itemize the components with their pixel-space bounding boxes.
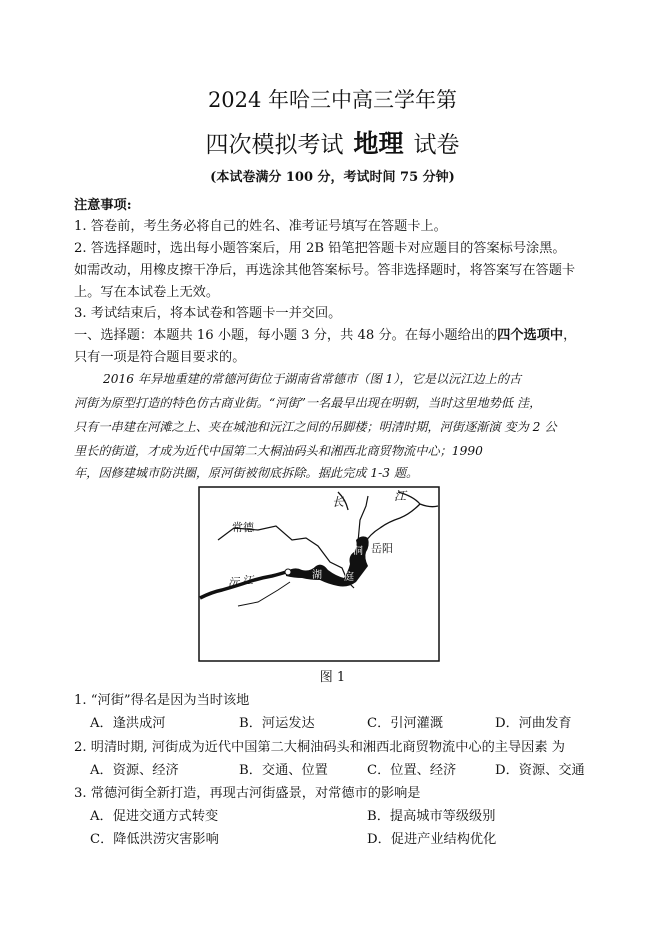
map-label-hu: 湖 <box>312 570 322 581</box>
map-label-yuan: 沅 <box>228 576 239 589</box>
section-heading <box>74 324 576 343</box>
section-heading-emphasis: 四个选项中 <box>497 328 564 343</box>
passage-line5: 年，因修建城市防洪圈，原河街被彻底拆除。据此完成 1-3 题。 <box>74 466 419 480</box>
passage-line3: 只有一串建在河滩之上、夹在城池和沅江之间的吊脚楼；明清时期，河街逐渐演 变为 2 公 <box>74 420 557 434</box>
exam-title-line2 <box>0 124 665 160</box>
note-2-line2: 如需改动，用橡皮擦干净后，再选涂其他答案标号。答非选择题时，将答案写在答题卡 <box>74 263 576 278</box>
map-label-dong: 洞 <box>353 546 363 557</box>
q1-option-a: A．逢洪成河 <box>90 716 166 731</box>
q2-option-a: A．资源、经济 <box>90 763 179 778</box>
section-heading-text: 一、选择题：本题共 16 小题，每小题 3 分，共 48 分。在每小题给出的 <box>74 328 498 343</box>
map-label-changde: 常德 <box>232 521 254 534</box>
exam-subtitle: (本试卷满分 100 分，考试时间 75 分钟) <box>210 170 455 185</box>
exam-subject: 地理 <box>353 129 404 158</box>
figure-caption: 图 1 <box>319 670 346 685</box>
map-label-jiang: 江 <box>394 489 407 503</box>
section-heading-comma: ， <box>563 328 577 343</box>
question-1: 1. “河街”得名是因为当时该地 <box>74 693 250 708</box>
note-2-line3: 上。写在本试卷上无效。 <box>74 285 220 300</box>
map-label-yueyang: 岳阳 <box>371 542 393 555</box>
q2-option-c: C．位置、经济 <box>367 763 457 778</box>
q3-option-b: B．提高城市等级级别 <box>367 809 496 824</box>
question-3: 3. 常德河街全新打造，再现古河街盛景，对常德市的影响是 <box>74 786 421 801</box>
note-3: 3. 考试结束后，将本试卷和答题卡一并交回。 <box>74 306 342 321</box>
exam-title-part-a: 四次模拟考试 <box>205 132 344 158</box>
exam-title-line1: 2024 年哈三中高三学年第 <box>207 88 458 112</box>
q2-option-d: D．资源、交通 <box>495 763 585 778</box>
note-1: 1. 答卷前，考生务必将自己的姓名、准考证号填写在答题卡上。 <box>74 219 447 234</box>
passage-line1: 2016 年异地重建的常德河街位于湖南省常德市（图 1），它是以沅江边上的古 <box>103 372 522 386</box>
q3-option-d: D．促进产业结构优化 <box>367 832 497 847</box>
q2-option-b: B．交通、位置 <box>239 763 328 778</box>
section-heading-line2: 只有一项是符合题目要求的。 <box>74 350 246 365</box>
map-figure-1 <box>198 486 440 662</box>
map-label-ting: 庭 <box>344 572 354 583</box>
changde-marker <box>285 569 291 575</box>
question-2: 2. 明清时期, 河街成为近代中国第二大桐油码头和湘西北商贸物流中心的主导因素 为 <box>74 740 565 755</box>
exam-title-part-c: 试卷 <box>413 132 460 158</box>
passage-line4: 里长的街道，才成为近代中国第二大桐油码头和湘西北商贸物流中心；1990 <box>74 444 483 458</box>
notes-heading: 注意事项: <box>74 198 132 213</box>
q1-option-b: B．河运发达 <box>239 716 315 731</box>
q1-option-c: C．引河灌溉 <box>367 716 444 731</box>
map-label-jiang2: 江 <box>242 574 253 587</box>
q1-option-d: D．河曲发育 <box>495 716 572 731</box>
q3-option-a: A．促进交通方式转变 <box>90 809 219 824</box>
passage-line2: 河街为原型打造的特色仿古商业街。“河街”一名最早出现在明朝，当时这里地势低 洼， <box>74 396 542 410</box>
q3-option-c: C．降低洪涝灾害影响 <box>90 832 219 847</box>
note-2-line1: 2. 答选择题时，选出每小题答案后，用 2B 铅笔把答题卡对应题目的答案标号涂黑。 <box>74 241 566 256</box>
map-label-chang: 长 <box>332 495 345 509</box>
